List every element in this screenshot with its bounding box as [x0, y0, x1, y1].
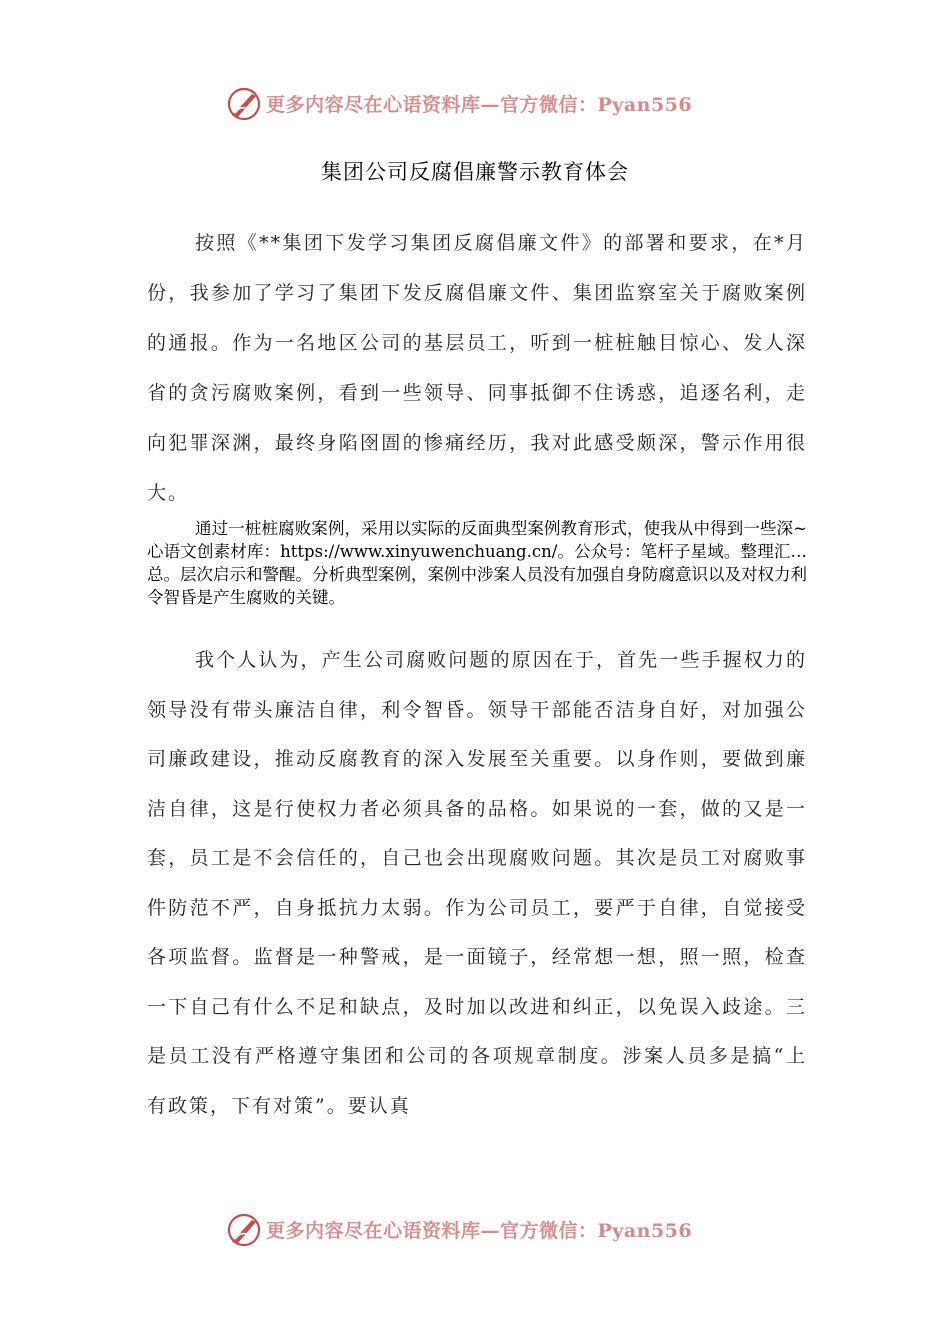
- pen-logo-icon: [226, 1212, 262, 1248]
- header-banner: [0, 84, 950, 124]
- paragraph-1: 按照《**集团下发学习集团反腐倡廉文件》的部署和要求，在*月份，我参加了学习了集团下发反腐倡廉文件、集团监察室关于腐败案例的通报。作为一名地区公司的基层员工，听到一桩桩触目惊心、发人深省的贪污腐败案例，看到一些领导、同事抵御不住诱惑，追逐名利，走向犯罪深渊，最终身陷囹圄的惨痛经历，我对此感受颇深，警示作用很大。: [147, 232, 807, 504]
- document-title: 集团公司反腐倡廉警示教育体会: [321, 160, 629, 184]
- footer-banner-text: 更多内容尽在心语资料库—官方微信：Pyan556: [266, 1220, 693, 1242]
- footer-banner: [0, 1210, 950, 1250]
- header-banner-text: 更多内容尽在心语资料库—官方微信：Pyan556: [266, 94, 693, 116]
- pen-logo-icon: [226, 86, 262, 122]
- paragraph-2: 通过一桩桩腐败案例，采用以实际的反面典型案例教育形式，使我从中得到一些深~心语文创素材库：https://www.xinyuwenchuang.cn/。公众号：笔杆子星域。整理汇…总。层次启示和警醒。分析典型案例，案例中涉案人员没有加强自身防腐意识以及对权力利令智昏是产生腐败的关键。: [147, 519, 807, 607]
- paragraph-3: 我个人认为，产生公司腐败问题的原因在于，首先一些手握权力的领导没有带头廉洁自律，利令智昏。领导干部能否洁身自好，对加强公司廉政建设，推动反腐教育的深入发展至关重要。以身作则，要做到廉洁自律，这是行使权力者必须具备的品格。如果说的一套，做的又是一套，员工是不会信任的，自己也会出现腐败问题。其次是员工对腐败事件防范不严，自身抵抗力太弱。作为公司员工，要严于自律，自觉接受各项监督。监督是一种警戒，是一面镜子，经常想一想，照一照，检查一下自己有什么不足和缺点，及时加以改进和纠正，以免误入歧途。三是员工没有严格遵守集团和公司的各项规章制度。涉案人员多是搞“上有政策，下有对策”。要认真: [147, 649, 807, 1117]
